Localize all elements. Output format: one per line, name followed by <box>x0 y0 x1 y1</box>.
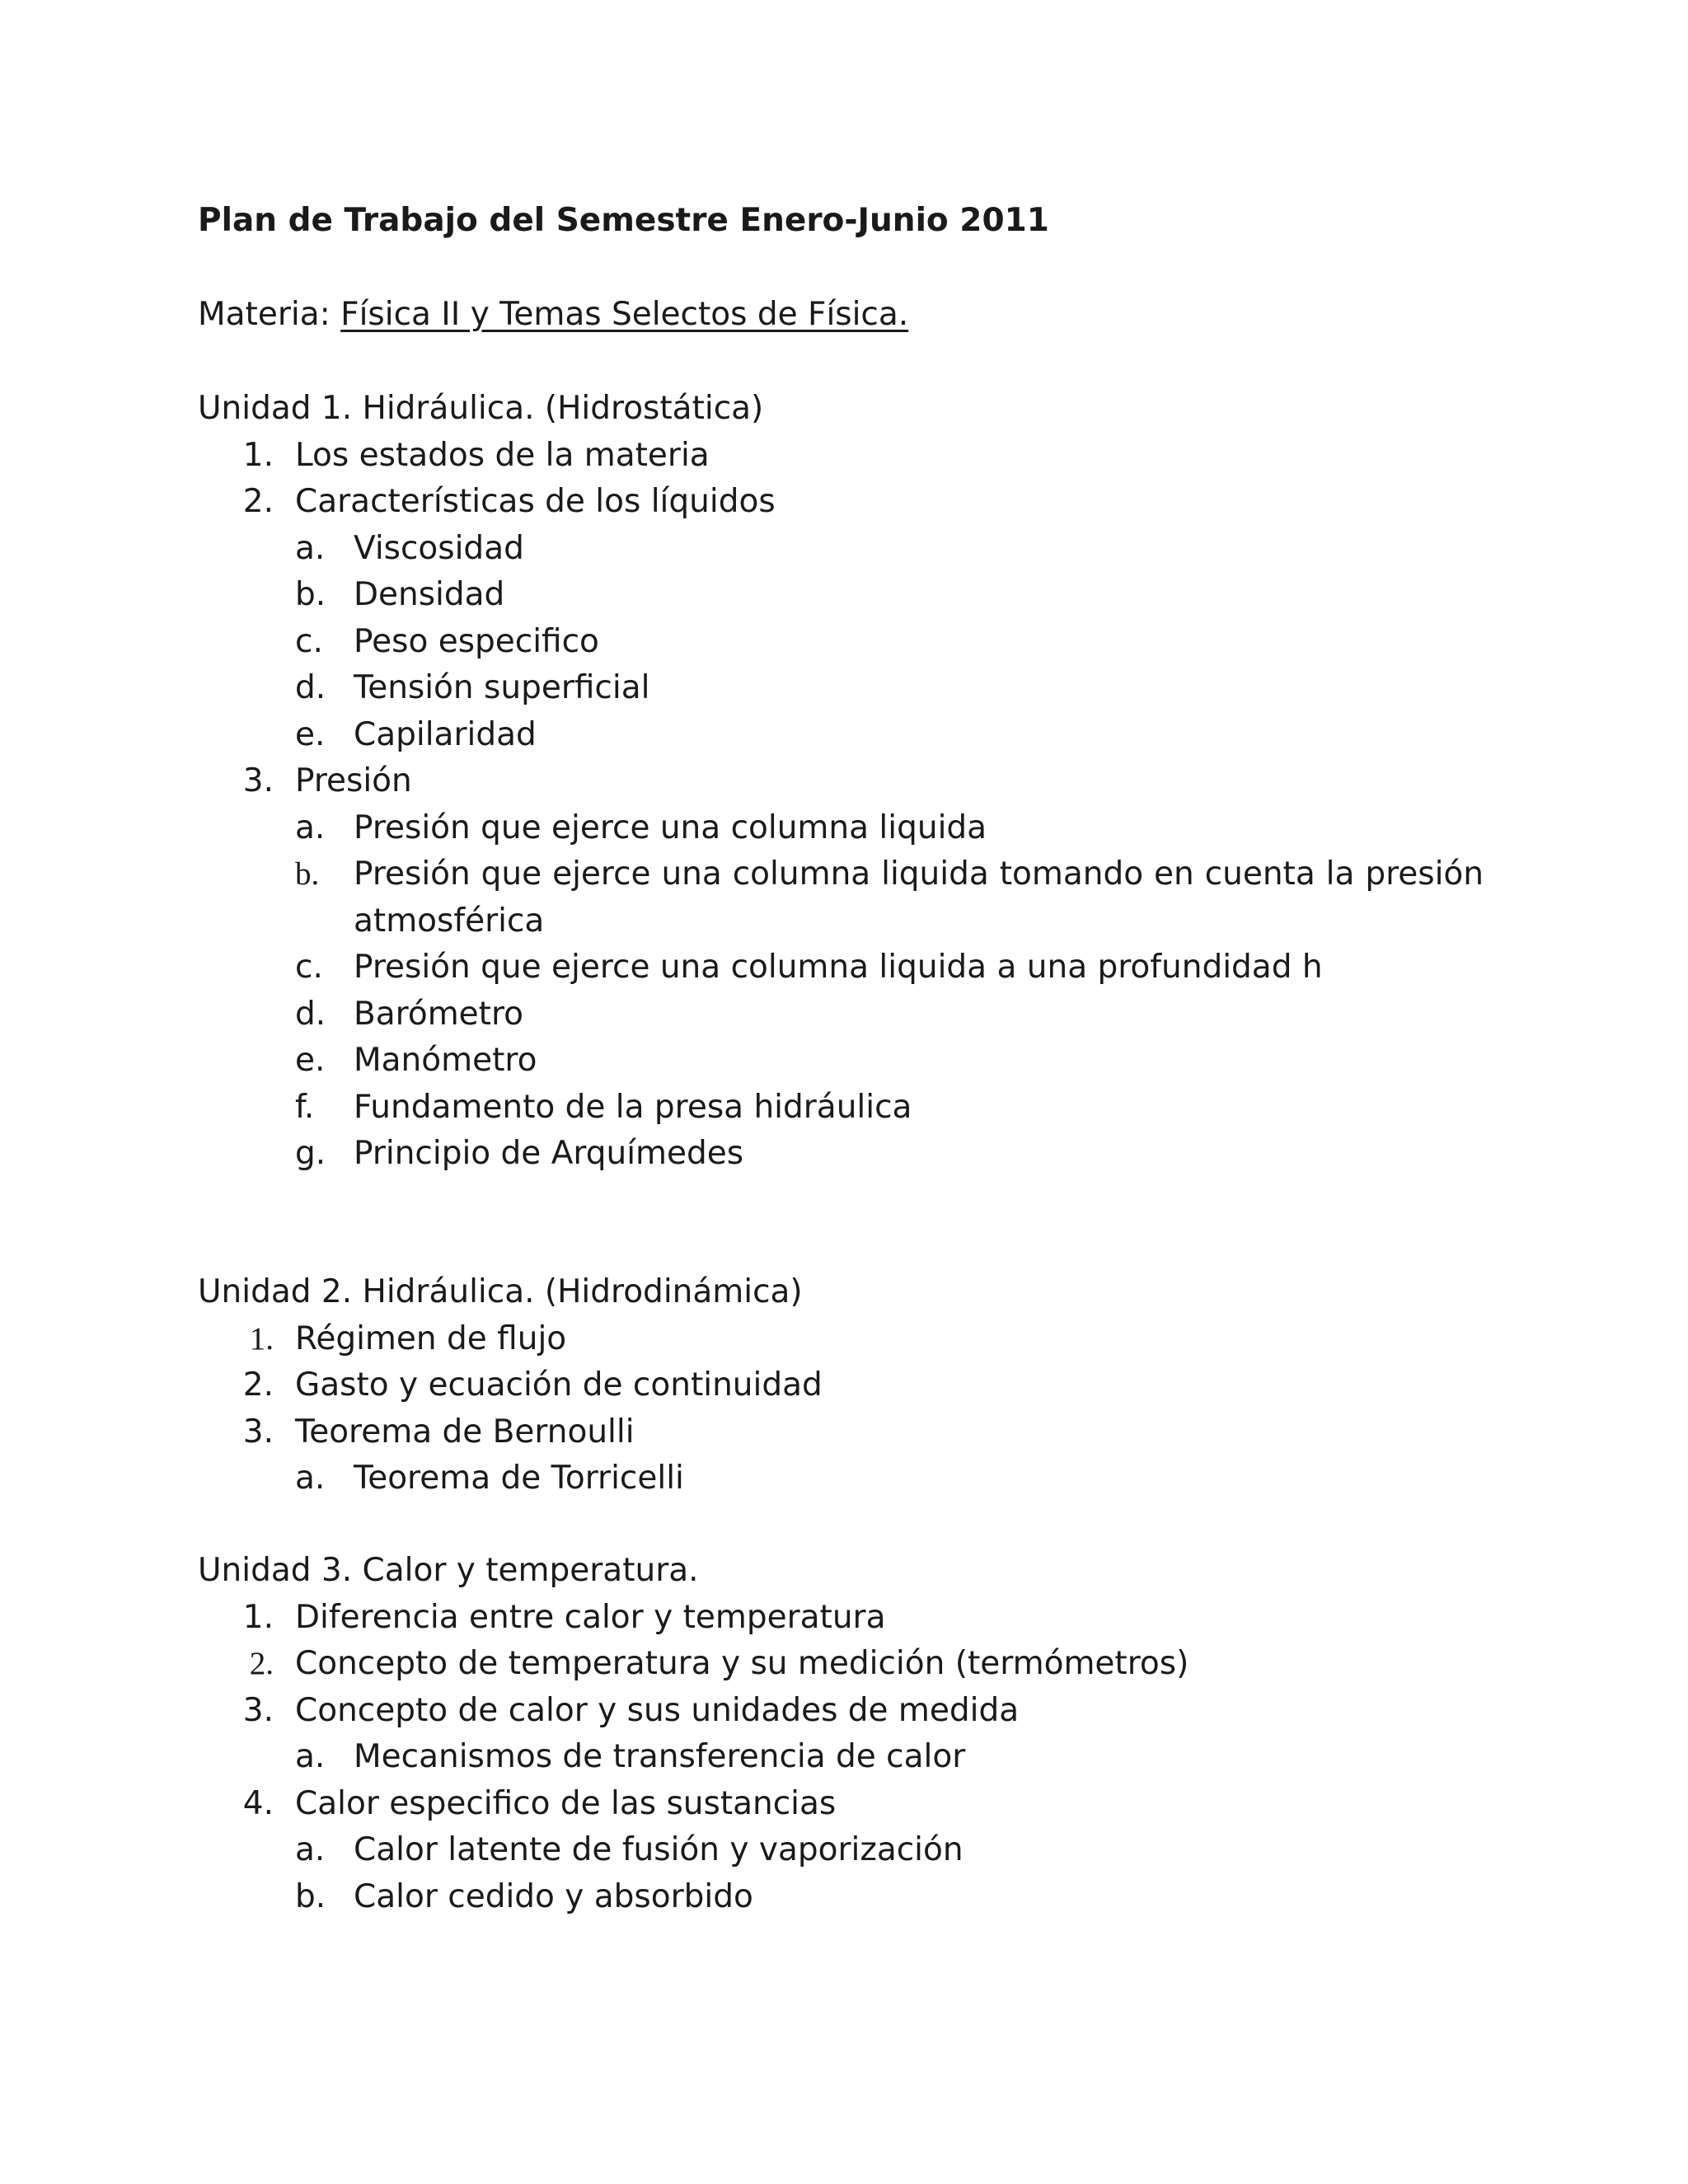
subitem-text: Fundamento de la presa hidráulica <box>354 1088 912 1126</box>
unit-heading: Unidad 2. Hidráulica. (Hidrodinámica) <box>198 1273 803 1310</box>
sub-list-item <box>198 1038 1484 1085</box>
sub-list-item <box>198 526 1484 573</box>
list-item <box>198 1595 1484 1642</box>
sub-list-item <box>198 1874 1484 1921</box>
subitem-text: Presión que ejerce una columna liquida tomando en cuenta la presión atmosférica <box>354 855 1484 940</box>
item-text: Presión <box>295 762 412 799</box>
sub-list-item <box>198 1131 1484 1178</box>
subitem-letter: a. <box>295 808 326 846</box>
list-item <box>198 1641 1484 1688</box>
item-number: 2. <box>242 1366 274 1404</box>
list-item <box>198 758 1484 805</box>
item-text: Régimen de flujo <box>295 1319 567 1357</box>
sub-list-item <box>198 572 1484 619</box>
item-number: 1. <box>249 1320 274 1357</box>
item-number: 3. <box>242 1413 274 1451</box>
item-number: 2. <box>249 1646 274 1681</box>
subject-value: Física II y Temas Selectos de Física. <box>340 296 909 333</box>
subitem-letter: c. <box>295 622 323 660</box>
sub-list-item <box>198 1455 1484 1502</box>
subitem-letter: a. <box>295 1738 326 1775</box>
subitem-text: Presión que ejerce una columna liquida a una profundidad h <box>354 949 1323 986</box>
unit-2-section <box>198 1269 1484 1502</box>
item-number: 3. <box>242 762 274 799</box>
subitem-text: Viscosidad <box>354 529 524 567</box>
subitem-letter: e. <box>295 1042 326 1079</box>
sub-list-item <box>198 1734 1484 1781</box>
unit-heading: Unidad 3. Calor y temperatura. <box>198 1552 699 1589</box>
unit-heading: Unidad 1. Hidráulica. (Hidrostática) <box>198 390 764 427</box>
item-text: Teorema de Bernoulli <box>295 1413 635 1451</box>
list-item <box>198 1316 1484 1363</box>
subitem-letter: d. <box>295 995 326 1033</box>
subitem-text: Manómetro <box>354 1042 537 1079</box>
subitem-text: Tensión superficial <box>354 669 650 706</box>
unit-3-section <box>198 1548 1484 1920</box>
sub-list-item <box>198 991 1484 1038</box>
sub-list-item <box>198 619 1484 666</box>
subitem-letter: g. <box>295 1135 326 1172</box>
sub-list-item <box>198 712 1484 759</box>
subitem-letter: b. <box>295 856 320 892</box>
document-title: Plan de Trabajo del Semestre Enero-Junio 2011 <box>198 202 1049 239</box>
subitem-text: Principio de Arquímedes <box>354 1135 744 1172</box>
subitem-text: Presión que ejerce una columna liquida <box>354 808 987 846</box>
item-number: 4. <box>242 1784 274 1822</box>
list-item <box>198 1781 1484 1828</box>
subitem-text: Barómetro <box>354 995 524 1033</box>
subitem-text: Teorema de Torricelli <box>354 1460 684 1497</box>
sub-list-item <box>198 1827 1484 1874</box>
subitem-text: Mecanismos de transferencia de calor <box>354 1738 966 1775</box>
sub-list-item <box>198 851 1484 944</box>
subitem-text: Densidad <box>354 576 505 613</box>
item-text: Diferencia entre calor y temperatura <box>295 1598 886 1636</box>
sub-list-item <box>198 1085 1484 1132</box>
item-text: Características de los líquidos <box>295 483 776 520</box>
subitem-text: Calor cedido y absorbido <box>354 1877 753 1915</box>
list-item <box>198 433 1484 480</box>
subitem-letter: f. <box>295 1088 315 1126</box>
item-text: Concepto de calor y sus unidades de medida <box>295 1691 1020 1729</box>
subitem-text: Peso especifico <box>354 622 599 660</box>
subitem-letter: a. <box>295 1460 326 1497</box>
unit-1-section <box>198 386 1484 1178</box>
list-item <box>198 479 1484 526</box>
subitem-text: Capilaridad <box>354 715 537 753</box>
subitem-letter: b. <box>295 576 326 613</box>
subitem-letter: c. <box>295 949 323 986</box>
list-item <box>198 1409 1484 1456</box>
item-number: 3. <box>242 1691 274 1729</box>
subitem-letter: d. <box>295 669 326 706</box>
subitem-letter: a. <box>295 1831 326 1868</box>
item-number: 1. <box>242 436 274 474</box>
item-number: 2. <box>242 483 274 520</box>
subject-line <box>198 292 908 338</box>
subitem-letter: b. <box>295 1877 326 1915</box>
subitem-letter: a. <box>295 529 326 567</box>
sub-list-item <box>198 665 1484 712</box>
item-text: Gasto y ecuación de continuidad <box>295 1366 823 1404</box>
sub-list-item <box>198 805 1484 852</box>
item-text: Concepto de temperatura y su medición (termómetros) <box>295 1645 1189 1682</box>
item-text: Los estados de la materia <box>295 436 710 474</box>
item-number: 1. <box>242 1598 274 1636</box>
subject-label: Materia: <box>198 296 341 333</box>
subitem-letter: e. <box>295 715 326 753</box>
item-text: Calor especifico de las sustancias <box>295 1784 837 1822</box>
list-item <box>198 1688 1484 1735</box>
subitem-text: Calor latente de fusión y vaporización <box>354 1831 964 1868</box>
sub-list-item <box>198 944 1484 991</box>
list-item <box>198 1362 1484 1409</box>
